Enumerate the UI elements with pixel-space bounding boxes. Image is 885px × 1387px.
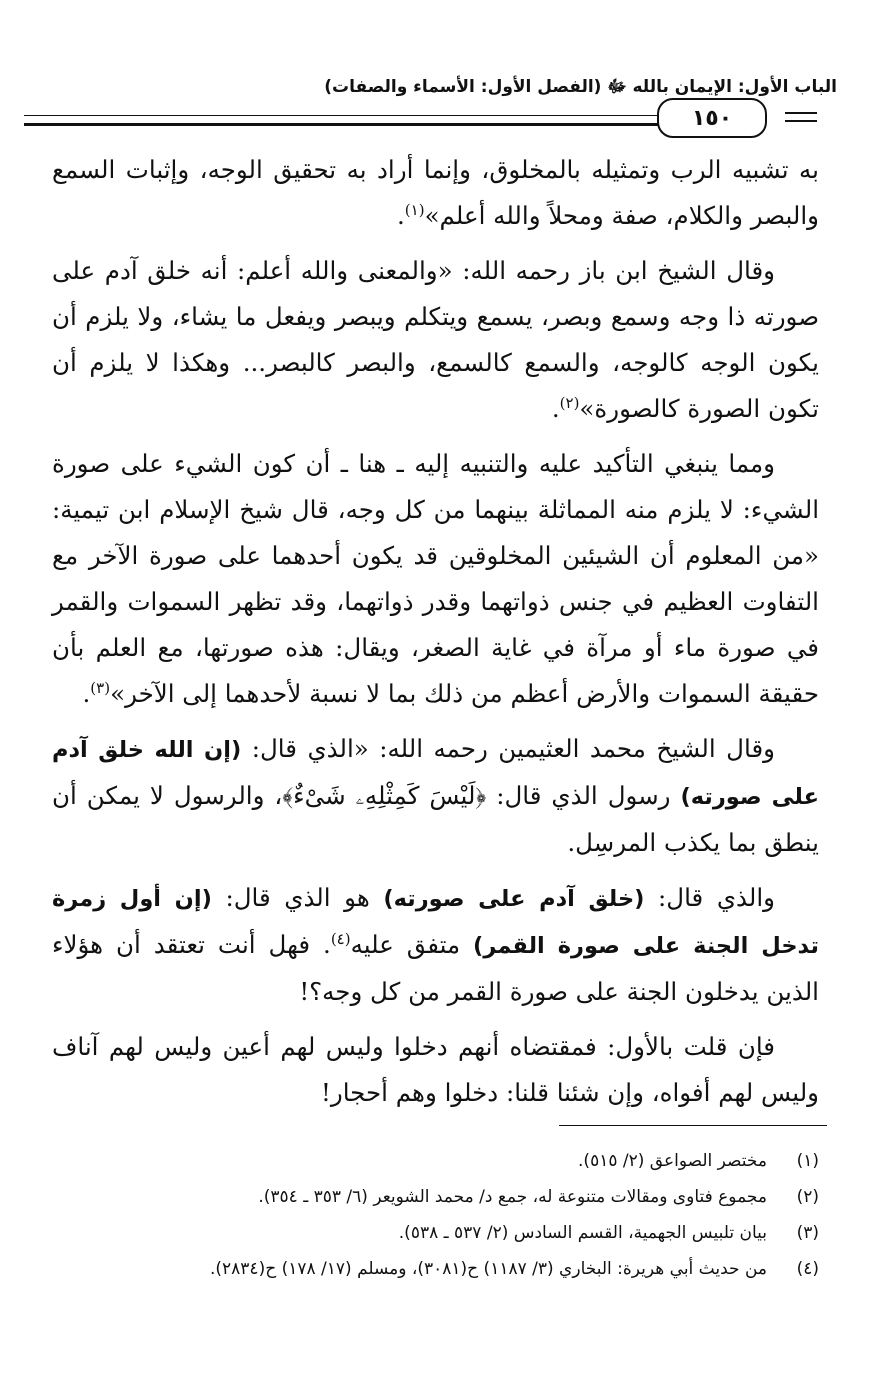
page-number: ١٥٠ — [657, 98, 767, 138]
footnote-4 — [52, 1251, 819, 1287]
footnote-ref-2: (٢) — [559, 393, 580, 412]
footnote-3 — [52, 1215, 819, 1251]
running-title: الباب الأول: الإيمان بالله ﷻ (الفصل الأول: الأسماء والصفات) — [324, 77, 837, 97]
footnote-text: من حديث أبي هريرة: البخاري (٣/ ١١٨٧) ح(٣٠٨١)، ومسلم (١٧/ ١٧٨) ح(٢٨٣٤). — [209, 1259, 767, 1279]
quran-verse: ﴿لَيْسَ كَمِثْلِهِۦ شَىْءٌ﴾ — [282, 781, 487, 810]
paragraph-1: به تشبيه الرب وتمثيله بالمخلوق، وإنما أراد به تحقيق الوجه، وإثبات السمع والبصر والكلام، صفة ومحلاً والله أعلم»$^{(١)}$. — [52, 155, 819, 230]
hadith-quote: (إن أول زمرة تدخل الجنة على صورة القمر) — [52, 886, 819, 959]
paragraph-2: وقال الشيخ ابن باز رحمه الله: «والمعنى والله أعلم: أنه خلق آدم على صورته ذا وجه وسمع وبصر، يسمع ويتكلم ويبصر ويفعل ما يشاء، ولا يلزم أن يكون الوجه كالوجه، والسمع كالسمع، والبصر كالبصر... وهكذا لا يلزم أن تكون الصورة كالصورة»$^{(٢)}$. — [52, 256, 819, 423]
paragraph-3: ومما ينبغي التأكيد عليه والتنبيه إليه ـ هنا ـ أن كون الشيء على صورة الشيء: لا يلزم منه المماثلة بينهما من كل وجه، قال شيخ الإسلام ابن تيمية: «من المعلوم أن الشيئين المخلوقين قد يكون أحدهما على صورة الآخر مع التفاوت العظيم في جنس ذواتهما وقدر ذواتهما، وقد تظهر السموات والقمر في صورة ماء أو مرآة في غاية الصغر، ويقال: هذه صورتها، مع العلم بأن حقيقة السموات والأرض أعظم من ذلك بما لا نسبة لأحدهما إلى الآخر»$^{(٣)}$. — [52, 449, 819, 708]
header-short-rule — [785, 112, 817, 122]
footnote-number: (٤) — [796, 1259, 819, 1279]
page-header — [24, 70, 837, 130]
footnote-text: مختصر الصواعق (٢/ ٥١٥). — [578, 1151, 767, 1171]
footnote-ref-1: (١) — [404, 200, 425, 219]
footnotes — [52, 1143, 819, 1287]
footnote-ref-3: (٣) — [90, 678, 111, 697]
footnote-separator — [559, 1125, 827, 1126]
header-double-rule — [24, 115, 664, 126]
paragraph-6: فإن قلت بالأول: فمقتضاه أنهم دخلوا وليس لهم أعين وليس لهم آناف وليس لهم أفواه، وإن شئنا قلنا: دخلوا وهم أحجار! — [52, 1032, 819, 1107]
paragraph-4: وقال الشيخ محمد العثيمين رحمه الله: «الذي قال: (إن الله خلق آدم على صورته) رسول الذي قال: ﴿لَيْسَ كَمِثْلِهِۦ شَىْءٌ﴾، والرسول لا يمكن أن ينطق بما يكذب المرسِل. — [52, 734, 819, 857]
footnote-text: مجموع فتاوى ومقالات متنوعة له، جمع د/ محمد الشويعر (٦/ ٣٥٣ ـ ٣٥٤). — [258, 1187, 767, 1207]
footnote-number: (٢) — [796, 1187, 819, 1207]
footnote-2 — [52, 1179, 819, 1215]
footnote-1 — [52, 1143, 819, 1179]
footnote-text: بيان تلبيس الجهمية، القسم السادس (٢/ ٥٣٧ ـ ٥٣٨). — [398, 1223, 767, 1243]
footnote-number: (١) — [796, 1151, 819, 1171]
footnote-number: (٣) — [796, 1223, 819, 1243]
main-text — [52, 147, 819, 1125]
footnote-ref-4: (٤) — [330, 929, 351, 948]
hadith-quote: (إن الله خلق آدم على صورته) — [52, 737, 819, 810]
paragraph-5: والذي قال: (خلق آدم على صورته) هو الذي قال: (إن أول زمرة تدخل الجنة على صورة القمر) متفق عليه$^{(٤)}$. فهل أنت تعتقد أن هؤلاء الذين يدخلون الجنة على صورة القمر من كل وجه؟! — [52, 883, 819, 1006]
hadith-quote: (خلق آدم على صورته) — [383, 886, 645, 912]
